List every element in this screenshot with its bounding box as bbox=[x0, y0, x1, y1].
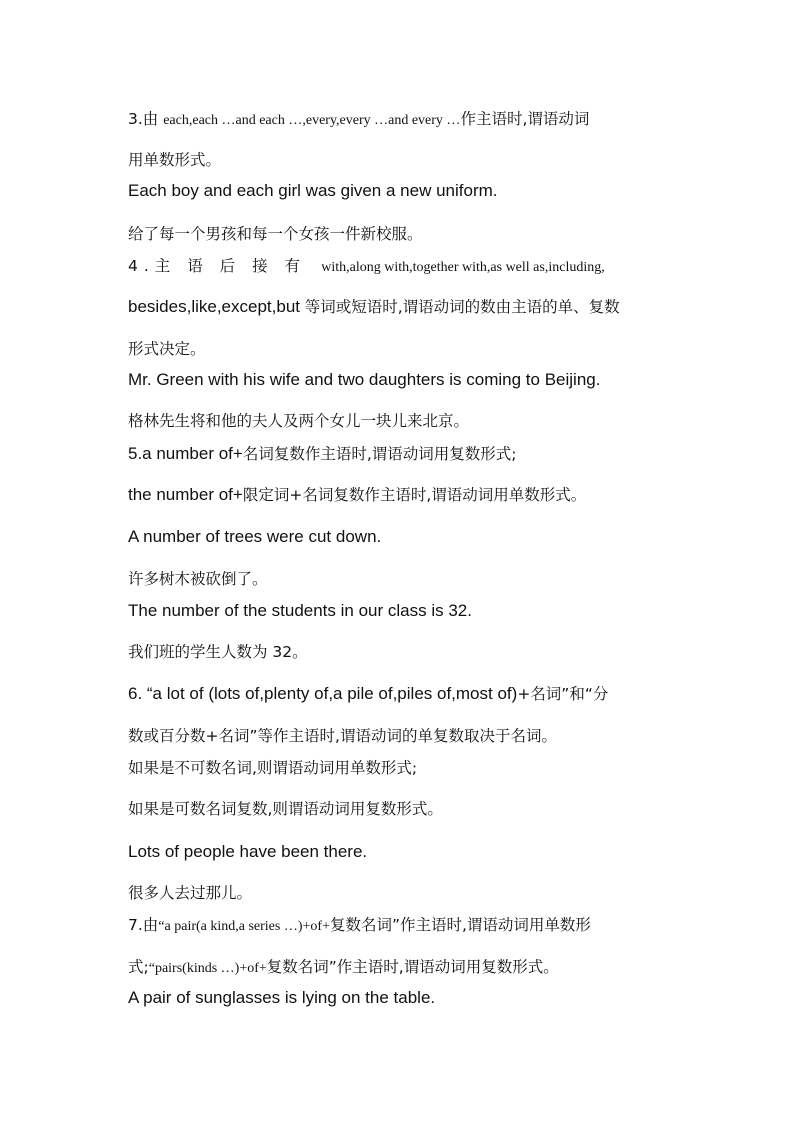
section-7-number: 7.由 bbox=[128, 916, 159, 934]
section-6-line-3: 如果是不可数名词,则谓语动词用单数形式; bbox=[128, 759, 418, 777]
section-4-example-en: Mr. Green with his wife and two daughters is coming to Beijing. bbox=[128, 370, 601, 389]
section-7-rule-start: 复数名词”作主语时,谓语动词用单数形 bbox=[329, 916, 591, 934]
section-6-line-2: 数或百分数+名词”等作主语时,谓语动词的单复数取决于名词。 bbox=[128, 727, 557, 745]
section-4-line-2 bbox=[128, 296, 620, 318]
section-3-number: 3.由 bbox=[128, 110, 164, 128]
section-7-line-2 bbox=[128, 956, 559, 980]
section-7-rule-end: 式; bbox=[128, 958, 149, 976]
section-6-line-4: 如果是可数名词复数,则谓语动词用复数形式。 bbox=[128, 800, 443, 818]
section-6-example-en: Lots of people have been there. bbox=[128, 842, 368, 861]
section-3-line-1 bbox=[128, 108, 589, 132]
section-5-phrase-2: the number of+ bbox=[128, 485, 243, 504]
section-4-words: besides,like,except,but bbox=[128, 297, 305, 316]
section-5-example-1-en: A number of trees were cut down. bbox=[128, 527, 382, 546]
section-4-line-3: 形式决定。 bbox=[128, 340, 206, 358]
section-7-plural-rule: 复数名词”作主语时,谓语动词用复数形式。 bbox=[266, 958, 559, 976]
section-5-example-1-zh: 许多树木被砍倒了。 bbox=[128, 570, 268, 588]
section-7-example-en: A pair of sunglasses is lying on the table. bbox=[128, 988, 436, 1007]
section-6-example-zh: 很多人去过那儿。 bbox=[128, 884, 253, 902]
section-7-phrase: “a pair(a kind,a series …)+of+ bbox=[158, 919, 330, 934]
section-3-example-en: Each boy and each girl was given a new uniform. bbox=[128, 181, 498, 200]
section-4-terms: with,along with,together with,as well as,including, bbox=[321, 260, 605, 275]
section-5-example-2-en: The number of the students in our class is 32. bbox=[128, 601, 472, 620]
section-5-line-2 bbox=[128, 484, 586, 506]
section-7-plural-phrase: “pairs(kinds …)+of+ bbox=[148, 961, 267, 976]
section-6-line-1 bbox=[128, 683, 608, 705]
section-5-rule-1: 名词复数作主语时,谓语动词用复数形式; bbox=[242, 445, 517, 463]
section-3-rule: 作主语时,谓语动词 bbox=[460, 110, 590, 128]
section-3-line-2: 用单数形式。 bbox=[128, 151, 222, 169]
section-5-line-1 bbox=[128, 443, 516, 465]
section-5-phrase-1: 5.a number of+ bbox=[128, 444, 243, 463]
section-4-line-1 bbox=[128, 255, 605, 279]
section-3-terms: each,each …and each …,every,every …and every … bbox=[163, 113, 461, 128]
section-7-line-1 bbox=[128, 914, 591, 938]
section-5-example-2-zh: 我们班的学生人数为 32。 bbox=[128, 643, 308, 661]
section-6-rule-start: +名词”和“分 bbox=[517, 685, 609, 703]
section-4-example-zh: 格林先生将和他的夫人及两个女儿一块儿来北京。 bbox=[128, 412, 470, 430]
section-5-rule-2: 限定词+名词复数作主语时,谓语动词用单数形式。 bbox=[242, 486, 587, 504]
section-4-number: 4.主 语 后 接 有 bbox=[128, 257, 306, 275]
section-6-phrase: 6. “a lot of (lots of,plenty of,a pile of,piles of,most of) bbox=[128, 684, 518, 703]
section-3-example-zh: 给了每一个男孩和每一个女孩一件新校服。 bbox=[128, 225, 423, 243]
section-4-rule: 等词或短语时,谓语动词的数由主语的单、复数 bbox=[304, 298, 620, 316]
